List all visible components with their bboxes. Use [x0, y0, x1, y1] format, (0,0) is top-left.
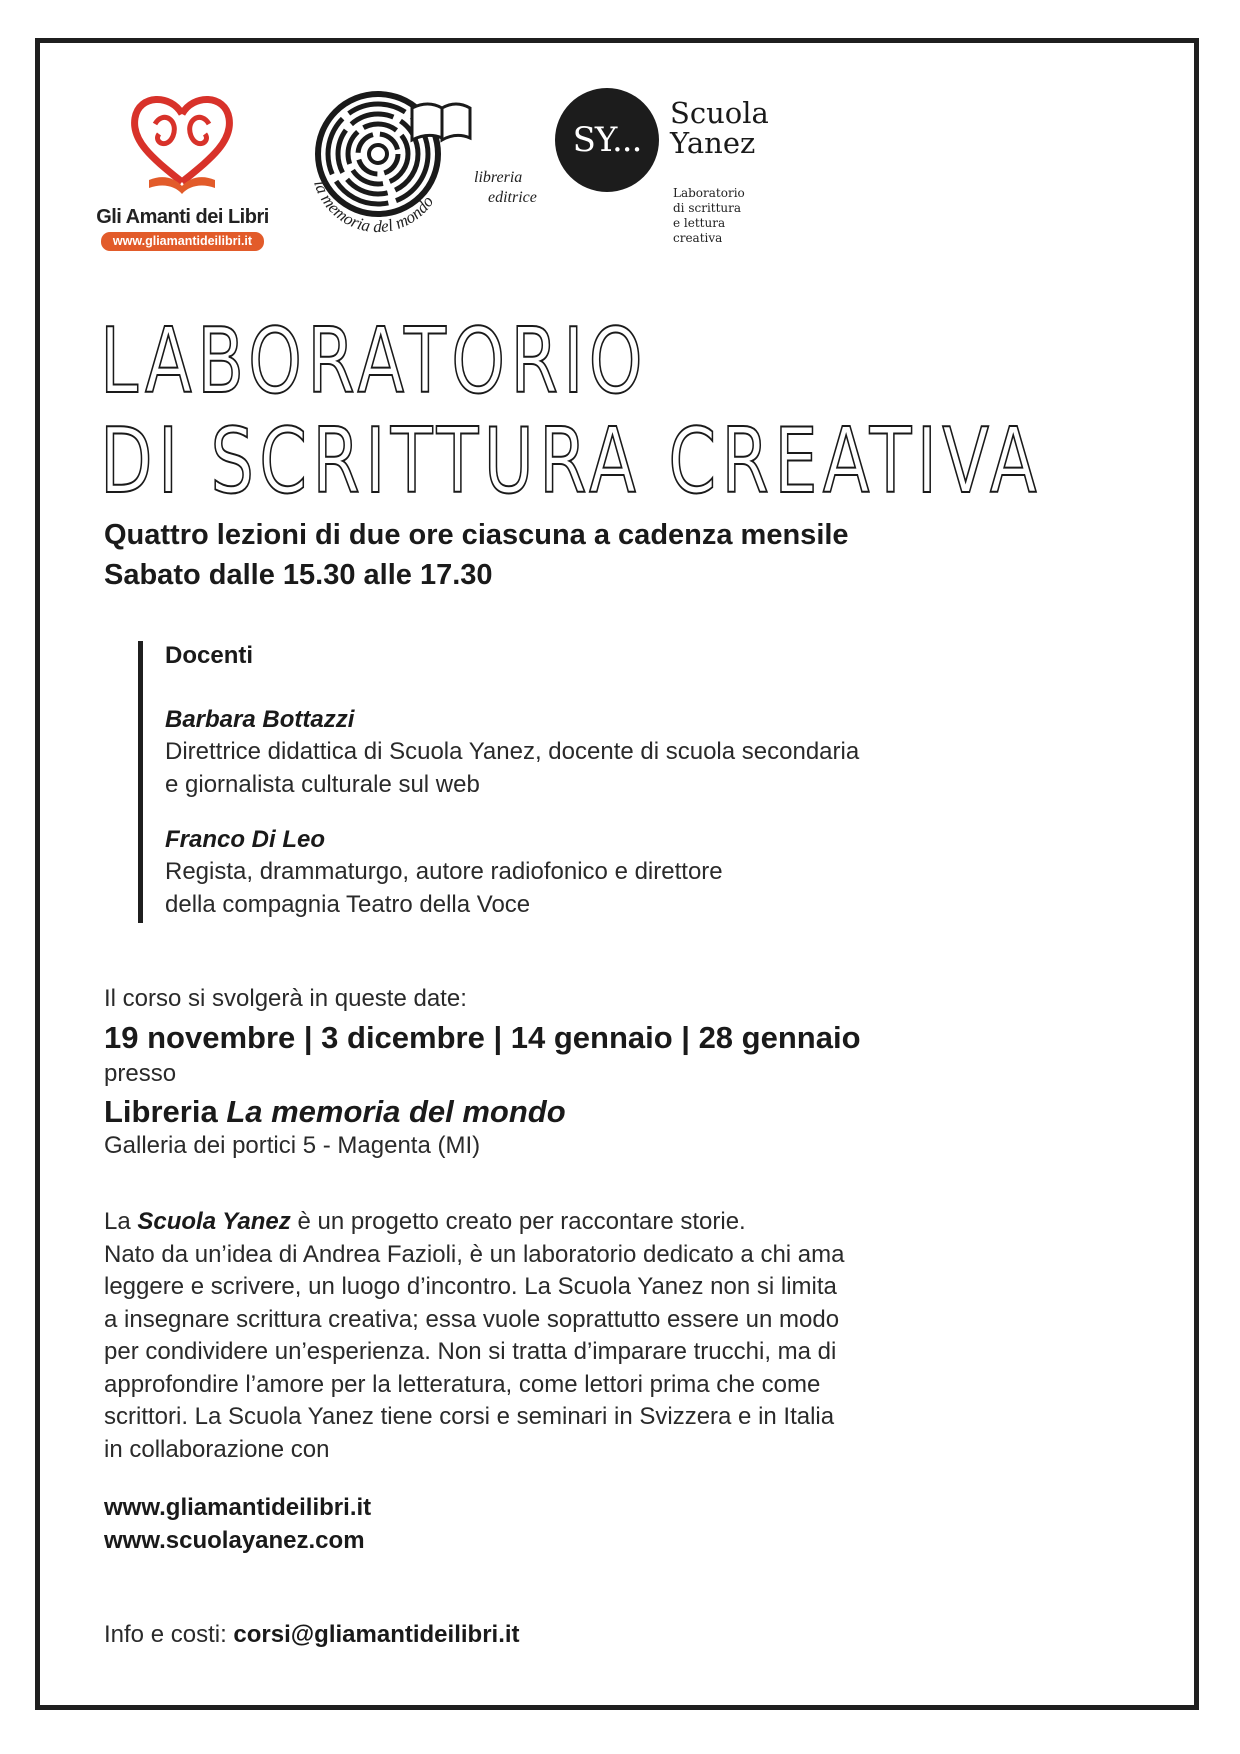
labyrinth-icon — [300, 88, 475, 258]
mdm-tagline-1: libreria — [474, 169, 523, 186]
presso-label: presso — [104, 1060, 177, 1087]
title-line-2: DI SCRITTURA CREATIVA — [100, 409, 1043, 514]
website-link-gadl[interactable]: www.gliamantideilibri.it — [104, 1494, 372, 1521]
about-paragraph — [104, 1206, 1004, 1466]
memoria-del-mondo-logo — [300, 88, 550, 258]
website-link-scuolayanez[interactable]: www.scuolayanez.com — [104, 1527, 365, 1554]
about-line: per condividere un’esperienza. Non si tratta d’imparare trucchi, ma di — [104, 1338, 837, 1365]
about-line: Nato da un’idea di Andrea Fazioli, è un laboratorio dedicato a chi ama — [104, 1240, 845, 1268]
sy-sub-line-3: e lettura — [673, 216, 726, 230]
venue-prefix: Libreria — [104, 1094, 227, 1129]
info-contact — [104, 1621, 520, 1649]
about-line: scrittori. La Scuola Yanez tiene corsi e seminari in Svizzera e in Italia — [104, 1403, 835, 1430]
about-lead: La — [104, 1208, 138, 1235]
sy-sub-line-1: Laboratorio — [673, 186, 745, 200]
about-line: leggere e scrivere, un luogo d’incontro. La Scuola Yanez non si limita — [104, 1273, 837, 1300]
gli-amanti-dei-libri-logo — [95, 90, 270, 250]
subtitle-line-1: Quattro lezioni di due ore ciascuna a cadenza mensile — [104, 519, 849, 551]
mdm-circle-text: la memoria del mondo — [310, 178, 438, 237]
sy-subtitle — [673, 186, 793, 246]
teachers-heading: Docenti — [165, 642, 254, 669]
teachers-section — [138, 641, 1018, 923]
dates-intro: Il corso si svolgerà in queste date: — [104, 985, 467, 1012]
about-text: è un progetto creato per raccontare storie. — [290, 1208, 746, 1235]
mdm-tagline-2: editrice — [488, 189, 537, 206]
sy-name-line-1: Scuola — [670, 96, 769, 130]
about-line: a insegnare scrittura creativa; essa vuole soprattutto essere un modo — [104, 1305, 840, 1333]
sy-sub-line-4: creativa — [673, 231, 723, 245]
website-links — [104, 1491, 371, 1557]
about-line: approfondire l’amore per la letteratura, come lettori prima che come — [104, 1370, 821, 1398]
sy-name — [670, 98, 769, 158]
gadl-name: Gli Amanti dei Libri — [96, 206, 269, 228]
teacher-desc: e giornalista culturale sul web — [165, 771, 480, 798]
course-subtitle — [104, 515, 849, 595]
sy-mark: SY... — [555, 88, 659, 192]
gadl-url-badge: www.gliamantideilibri.it — [101, 232, 264, 251]
heart-book-icon — [125, 90, 240, 202]
teacher-desc: Direttrice didattica di Scuola Yanez, docente di scuola secondaria — [165, 738, 860, 765]
venue-address: Galleria dei portici 5 - Magenta (MI) — [104, 1132, 481, 1159]
venue-name — [104, 1094, 566, 1130]
teacher-desc: Regista, drammaturgo, autore radiofonico e direttore — [165, 858, 723, 885]
about-line — [104, 1206, 1004, 1239]
teacher-desc: della compagnia Teatro della Voce — [165, 891, 531, 918]
about-line: in collaborazione con — [104, 1435, 330, 1463]
sy-name-line-2: Yanez — [670, 126, 756, 160]
sy-sub-line-2: di scrittura — [673, 201, 742, 215]
title-line-1: LABORATORIO — [100, 309, 648, 414]
subtitle-line-2: Sabato dalle 15.30 alle 17.30 — [104, 559, 493, 591]
page-title — [100, 309, 1043, 514]
scuola-yanez-logo — [555, 88, 795, 248]
venue-bookstore-name: La memoria del mondo — [226, 1094, 566, 1129]
teacher-name: Franco Di Leo — [165, 826, 326, 853]
about-school-name: Scuola Yanez — [137, 1208, 291, 1235]
teacher-name: Barbara Bottazzi — [165, 706, 355, 733]
contact-email-link[interactable]: corsi@gliamantideilibri.it — [233, 1621, 520, 1648]
course-dates: 19 novembre | 3 dicembre | 14 gennaio | 28 gennaio — [104, 1020, 861, 1055]
info-label: Info e costi: — [104, 1621, 234, 1648]
mdm-tagline — [474, 168, 537, 208]
